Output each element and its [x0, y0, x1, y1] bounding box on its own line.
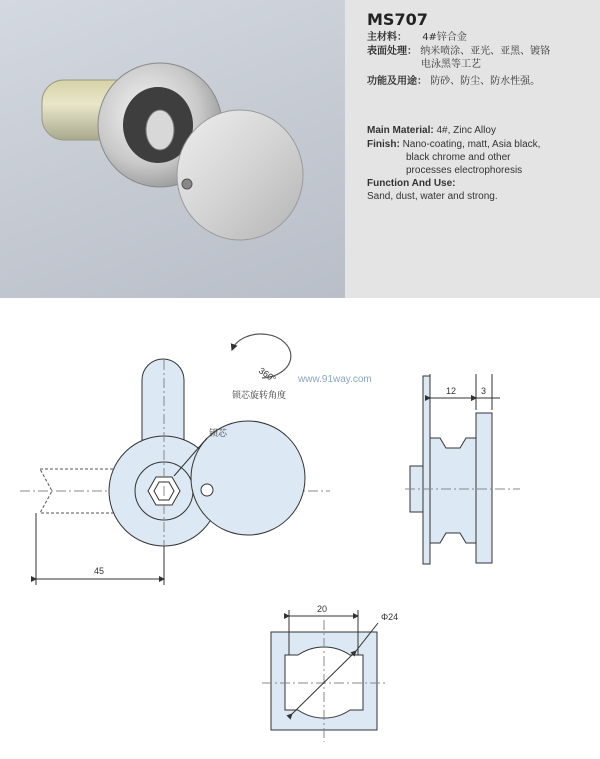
cn-finish-label: 表面处理：	[367, 46, 417, 57]
en-finish-line1: Nano-coating, matt, Asia black,	[402, 139, 541, 150]
cn-finish-line1: 纳米喷涂、亚光、亚黑、镀铬	[420, 46, 551, 57]
en-finish-line3: processes electrophoresis	[406, 165, 523, 176]
model-title: MS707	[367, 10, 428, 29]
rotation-caption: 锁芯旋转角度	[232, 390, 287, 400]
cn-function-row	[367, 75, 540, 88]
cutout-view	[262, 604, 398, 742]
en-material-row	[367, 124, 496, 137]
rotation-label: 360°	[256, 365, 278, 385]
watermark-text: www.91way.com	[298, 374, 372, 385]
side-view	[405, 374, 520, 564]
cn-material-label: 主材料：	[367, 32, 407, 43]
en-function-label: Function And Use:	[367, 178, 456, 189]
en-finish-row	[367, 138, 540, 151]
dim-front-width: 45	[94, 566, 105, 576]
product-photo	[0, 0, 345, 298]
en-function-row	[367, 177, 456, 190]
cn-material-row	[367, 31, 467, 44]
dim-side-b: 3	[481, 386, 487, 396]
en-material-value: 4#, Zinc Alloy	[436, 125, 496, 136]
cn-material-value: 4#锌合金	[422, 32, 467, 43]
en-function-value: Sand, dust, water and strong.	[367, 191, 498, 202]
en-finish-line2: black chrome and other	[406, 152, 511, 163]
en-finish-label: Finish:	[367, 139, 400, 150]
cn-finish-line2: 电泳黑等工艺	[421, 59, 481, 70]
front-view	[20, 334, 372, 585]
dim-cut-width: 20	[317, 604, 328, 614]
cn-finish-row	[367, 45, 550, 58]
core-label: 锁芯	[209, 428, 228, 438]
technical-drawing	[0, 298, 600, 759]
cn-function-label: 功能及用途：	[367, 76, 427, 87]
cn-function-value: 防砂、防尘、防水性强。	[430, 76, 541, 87]
dim-side-a: 12	[446, 386, 457, 396]
dim-cut-diameter: Φ24	[381, 612, 399, 622]
en-material-label: Main Material:	[367, 125, 434, 136]
